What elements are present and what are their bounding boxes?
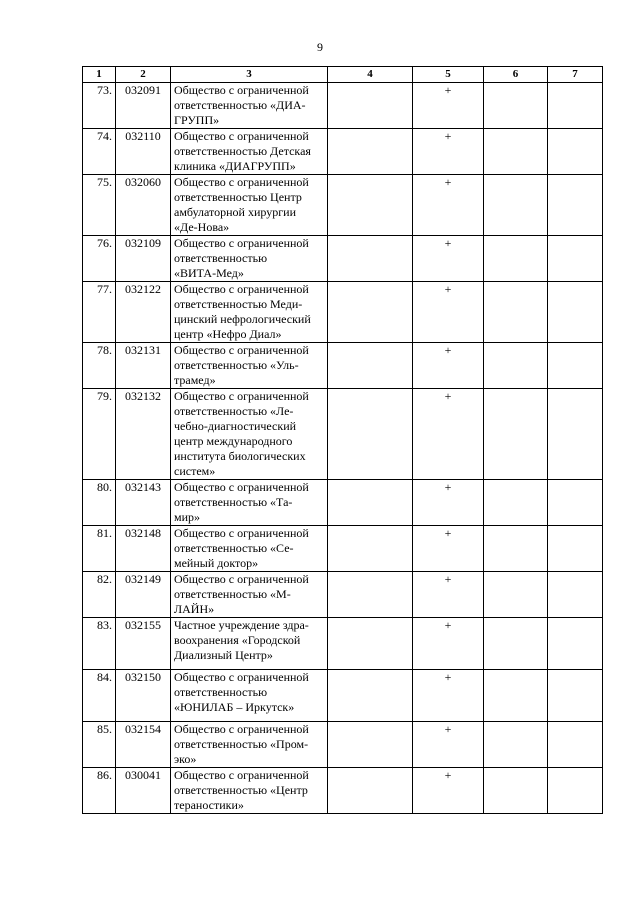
table-row: [83, 343, 603, 389]
organization-name-line: Общество с ограниченной: [174, 670, 309, 684]
registry-code-cell: 032122: [116, 282, 171, 343]
column-6-cell: [484, 175, 548, 236]
column-7-cell: [548, 129, 603, 175]
organization-name-line: ответственностью Центр: [174, 190, 302, 204]
column-4-cell: [328, 343, 413, 389]
organization-name-cell: [171, 389, 328, 480]
organization-name-line: ответственностью Меди-: [174, 297, 303, 311]
column-4-cell: [328, 722, 413, 768]
organization-name-line: чебно-диагностический: [174, 419, 297, 433]
column-5-mark-cell: +: [413, 236, 484, 282]
registry-code-cell: 032131: [116, 343, 171, 389]
column-header: 7: [548, 67, 603, 83]
column-6-cell: [484, 572, 548, 618]
column-7-cell: [548, 572, 603, 618]
registry-table: [82, 66, 603, 814]
organization-name-line: центр международного: [174, 434, 293, 448]
column-header: 2: [116, 67, 171, 83]
column-5-mark-cell: +: [413, 670, 484, 722]
organization-name-cell: [171, 343, 328, 389]
organization-name-line: мейный доктор»: [174, 556, 259, 570]
row-number-cell: 80.: [83, 480, 116, 526]
organization-name-cell: [171, 236, 328, 282]
table-row: [83, 722, 603, 768]
column-6-cell: [484, 343, 548, 389]
column-5-mark-cell: +: [413, 175, 484, 236]
organization-name-line: Общество с ограниченной: [174, 343, 309, 357]
organization-name-cell: [171, 572, 328, 618]
registry-code-cell: 030041: [116, 768, 171, 814]
column-5-mark-cell: +: [413, 343, 484, 389]
organization-name-line: Общество с ограниченной: [174, 768, 309, 782]
registry-code-cell: 032155: [116, 618, 171, 670]
organization-name-line: ответственностью «Се-: [174, 541, 294, 555]
column-number-header-row: [83, 67, 603, 83]
organization-name-cell: [171, 670, 328, 722]
organization-name-line: ответственностью: [174, 251, 268, 265]
organization-name-line: «ВИТА-Мед»: [174, 266, 244, 280]
column-7-cell: [548, 236, 603, 282]
organization-name-cell: [171, 83, 328, 129]
organization-name-line: ГРУПП»: [174, 113, 220, 127]
organization-name-line: ответственностью «Центр: [174, 783, 308, 797]
column-6-cell: [484, 282, 548, 343]
column-7-cell: [548, 343, 603, 389]
column-4-cell: [328, 83, 413, 129]
organization-name-line: клиника «ДИАГРУПП»: [174, 159, 296, 173]
organization-name-line: воохранения «Городской: [174, 633, 301, 647]
column-4-cell: [328, 129, 413, 175]
column-5-mark-cell: +: [413, 722, 484, 768]
organization-name-line: амбулаторной хирургии: [174, 205, 297, 219]
column-4-cell: [328, 236, 413, 282]
registry-code-cell: 032091: [116, 83, 171, 129]
column-6-cell: [484, 768, 548, 814]
table-row: [83, 572, 603, 618]
table-row: [83, 670, 603, 722]
registry-code-cell: 032149: [116, 572, 171, 618]
organization-name-cell: [171, 722, 328, 768]
column-4-cell: [328, 526, 413, 572]
organization-name-cell: [171, 480, 328, 526]
column-7-cell: [548, 389, 603, 480]
organization-name-line: Общество с ограниченной: [174, 389, 309, 403]
organization-name-line: «Де-Нова»: [174, 220, 230, 234]
organization-name-line: тераностики»: [174, 798, 244, 812]
organization-name-line: ответственностью «Уль-: [174, 358, 299, 372]
organization-name-line: ответственностью «Та-: [174, 495, 293, 509]
column-4-cell: [328, 670, 413, 722]
organization-name-line: ответственностью Детская: [174, 144, 311, 158]
column-7-cell: [548, 722, 603, 768]
column-7-cell: [548, 480, 603, 526]
row-number-cell: 83.: [83, 618, 116, 670]
organization-name-line: систем»: [174, 464, 216, 478]
column-header: 5: [413, 67, 484, 83]
organization-name-line: трамед»: [174, 373, 216, 387]
column-6-cell: [484, 670, 548, 722]
column-6-cell: [484, 129, 548, 175]
organization-name-line: ответственностью «М-: [174, 587, 291, 601]
organization-name-line: Частное учреждение здра-: [174, 618, 309, 632]
column-4-cell: [328, 618, 413, 670]
row-number-cell: 84.: [83, 670, 116, 722]
organization-name-line: Диализный Центр»: [174, 648, 273, 662]
page-number: 9: [317, 40, 323, 54]
table-row: [83, 282, 603, 343]
column-header: 3: [171, 67, 328, 83]
column-6-cell: [484, 236, 548, 282]
organization-name-line: ответственностью «ДИА-: [174, 98, 306, 112]
organization-name-line: ответственностью «Пром-: [174, 737, 309, 751]
organization-name-line: эко»: [174, 752, 197, 766]
row-number-cell: 81.: [83, 526, 116, 572]
table-body: [83, 83, 603, 814]
organization-name-line: мир»: [174, 510, 201, 524]
organization-name-line: института биологических: [174, 449, 306, 463]
column-6-cell: [484, 83, 548, 129]
table-row: [83, 83, 603, 129]
column-header: 6: [484, 67, 548, 83]
column-6-cell: [484, 526, 548, 572]
organization-name-cell: [171, 526, 328, 572]
table-row: [83, 480, 603, 526]
column-4-cell: [328, 389, 413, 480]
registry-code-cell: 032150: [116, 670, 171, 722]
table-row: [83, 175, 603, 236]
row-number-cell: 82.: [83, 572, 116, 618]
table-row: [83, 768, 603, 814]
column-7-cell: [548, 618, 603, 670]
organization-name-line: Общество с ограниченной: [174, 236, 309, 250]
registry-code-cell: 032148: [116, 526, 171, 572]
organization-name-cell: [171, 768, 328, 814]
organization-name-line: ЛАЙН»: [174, 602, 215, 616]
column-7-cell: [548, 175, 603, 236]
row-number-cell: 73.: [83, 83, 116, 129]
column-5-mark-cell: +: [413, 83, 484, 129]
organization-name-line: Общество с ограниченной: [174, 282, 309, 296]
column-6-cell: [484, 618, 548, 670]
column-7-cell: [548, 768, 603, 814]
organization-name-line: ответственностью: [174, 685, 268, 699]
registry-code-cell: 032110: [116, 129, 171, 175]
column-7-cell: [548, 670, 603, 722]
column-6-cell: [484, 389, 548, 480]
column-6-cell: [484, 480, 548, 526]
column-5-mark-cell: +: [413, 768, 484, 814]
row-number-cell: 85.: [83, 722, 116, 768]
column-5-mark-cell: +: [413, 282, 484, 343]
organization-name-line: Общество с ограниченной: [174, 526, 309, 540]
registry-code-cell: 032060: [116, 175, 171, 236]
table-row: [83, 236, 603, 282]
table-row: [83, 618, 603, 670]
organization-name-line: Общество с ограниченной: [174, 480, 309, 494]
column-5-mark-cell: +: [413, 618, 484, 670]
row-number-cell: 75.: [83, 175, 116, 236]
organization-name-line: «ЮНИЛАБ – Иркутск»: [174, 700, 295, 714]
column-5-mark-cell: +: [413, 480, 484, 526]
organization-name-line: Общество с ограниченной: [174, 129, 309, 143]
column-5-mark-cell: +: [413, 129, 484, 175]
column-4-cell: [328, 572, 413, 618]
column-7-cell: [548, 526, 603, 572]
registry-code-cell: 032132: [116, 389, 171, 480]
table-row: [83, 389, 603, 480]
row-number-cell: 76.: [83, 236, 116, 282]
organization-name-line: Общество с ограниченной: [174, 83, 309, 97]
column-4-cell: [328, 480, 413, 526]
organization-name-cell: [171, 175, 328, 236]
column-4-cell: [328, 282, 413, 343]
row-number-cell: 79.: [83, 389, 116, 480]
row-number-cell: 74.: [83, 129, 116, 175]
column-header: 4: [328, 67, 413, 83]
table-row: [83, 526, 603, 572]
column-header: 1: [83, 67, 116, 83]
organization-name-line: цинский нефрологический: [174, 312, 311, 326]
registry-code-cell: 032143: [116, 480, 171, 526]
row-number-cell: 78.: [83, 343, 116, 389]
column-4-cell: [328, 175, 413, 236]
column-6-cell: [484, 722, 548, 768]
table-row: [83, 129, 603, 175]
row-number-cell: 77.: [83, 282, 116, 343]
organization-name-cell: [171, 618, 328, 670]
column-5-mark-cell: +: [413, 572, 484, 618]
organization-name-line: Общество с ограниченной: [174, 175, 309, 189]
column-4-cell: [328, 768, 413, 814]
organization-name-line: центр «Нефро Диал»: [174, 327, 282, 341]
organization-name-cell: [171, 129, 328, 175]
organization-name-line: Общество с ограниченной: [174, 572, 309, 586]
row-number-cell: 86.: [83, 768, 116, 814]
organization-name-line: ответственностью «Ле-: [174, 404, 294, 418]
column-5-mark-cell: +: [413, 526, 484, 572]
organization-name-line: Общество с ограниченной: [174, 722, 309, 736]
column-7-cell: [548, 282, 603, 343]
column-7-cell: [548, 83, 603, 129]
registry-code-cell: 032154: [116, 722, 171, 768]
registry-code-cell: 032109: [116, 236, 171, 282]
organization-name-cell: [171, 282, 328, 343]
column-5-mark-cell: +: [413, 389, 484, 480]
